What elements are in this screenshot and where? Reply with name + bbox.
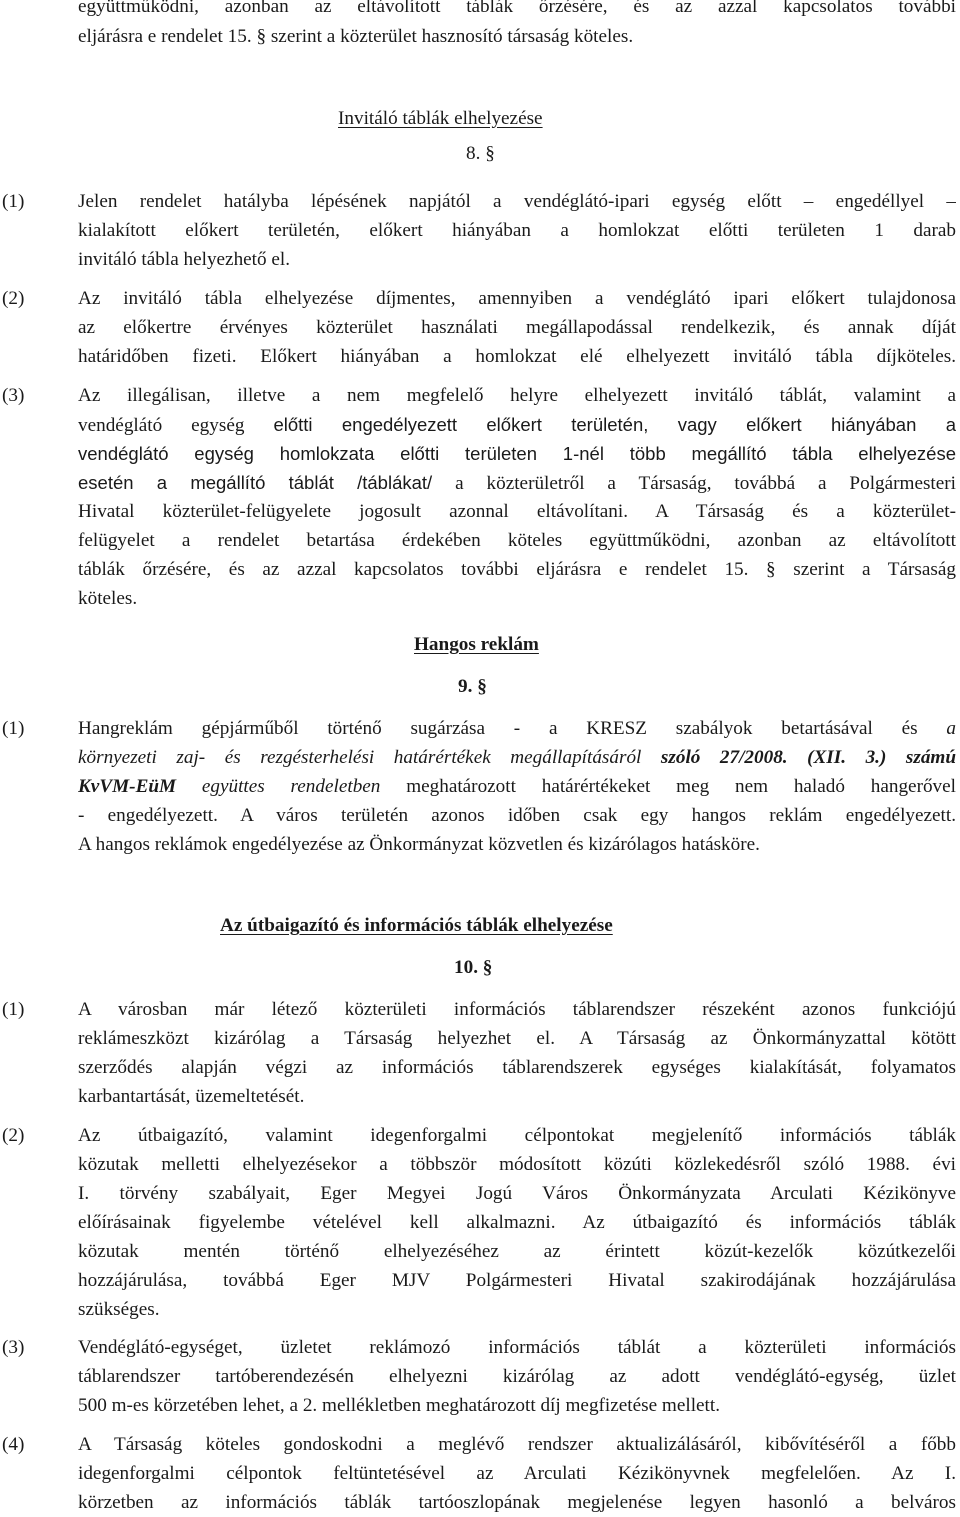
paragraph-number: (4) [2,1434,25,1455]
paragraph-number: (1) [2,718,25,739]
text-line: köteles. [78,588,138,609]
text-line: körzetben az információs táblák tartóoszlopának megjelenése legyen hasonló a belváros [78,1492,956,1513]
text-line: együttműködni, azonban az eltávolított táblák őrzésére, és az azzal kapcsolatos további [78,0,956,17]
text-line: reklámeszközt kizárólag a Társaság helyezhet el. A Társaság az Önkormányzattal kötött [78,1028,956,1049]
text-line: A Társaság köteles gondoskodni a meglévő rendszer aktualizálásáról, kibővítéséről a főbb [78,1434,956,1455]
section-number: 10. § [454,957,493,978]
text-line: esetén a megállító táblát /táblákat/ a közterületről a Társaság, továbbá a Polgármesteri [78,472,956,494]
text-line: vendéglátó egység homlokzata előtti területen 1-nél több megállító tábla elhelyezése [78,443,956,464]
text-line: Az invitáló tábla elhelyezése díjmentes, amennyiben a vendéglátó ipari előkert tulajdonosa [78,288,956,309]
text-line: Jelen rendelet hatályba lépésének napjától a vendéglátó-ipari egység előtt – engedéllyel – [78,191,956,212]
text-line: karbantartását, üzemeltetését. [78,1086,305,1107]
text-line: közutak mentén történő elhelyezéséhez az érintett közút-kezelők közútkezelői [78,1241,956,1262]
section-number: 9. § [458,676,487,697]
text-line: Vendéglátó-egységet, üzletet reklámozó információs táblát a közterületi információs [78,1337,956,1358]
paragraph-number: (1) [2,191,25,212]
text-line: táblák őrzésére, és az azzal kapcsolatos további eljárásra e rendelet 15. § szerint a Társaság [78,559,956,580]
text-line: előírásainak figyelembe vételével kell alkalmazni. Az útbaigazító és információs táblák [78,1212,956,1233]
paragraph-number: (3) [2,1337,25,1358]
text-line: Az útbaigazító, valamint idegenforgalmi célpontokat megjelenítő információs táblák [78,1125,956,1146]
text-line: az előkertre érvényes közterület használati megállapodással rendelkezik, és annak díját [78,317,956,338]
text-line: 500 m-es körzetében lehet, a 2. mellékletben meghatározott díj megfizetése mellett. [78,1395,720,1416]
text-line: I. törvény szabályait, Eger Megyei Jogú Város Önkormányzata Arculati Kézikönyve [78,1183,956,1204]
text-line: környezeti zaj- és rezgésterhelési határértékek megállapításáról szóló 27/2008. (XII. 3.) számú [78,747,956,768]
section-heading: Invitáló táblák elhelyezése [338,108,543,129]
text-line: kialakított előkert területén, előkert hiányában a homlokzat előtti területen 1 darab [78,220,956,241]
paragraph-number: (1) [2,999,25,1020]
text-line: - engedélyezett. A város területén azonos időben csak egy hangos reklám engedélyezett. [78,805,956,826]
section-heading: Az útbaigazító és információs táblák elhelyezése [220,915,613,936]
section-number: 8. § [466,143,495,164]
section-heading: Hangos reklám [414,634,539,655]
paragraph-number: (3) [2,385,25,406]
text-line: KvVM-EüM együttes rendeletben meghatározott határértékeket meg nem haladó hangerővel [78,776,956,797]
paragraph-number: (2) [2,288,25,309]
text-line: Hivatal közterület-felügyelete jogosult azonnal eltávolítani. A Társaság és a közterület- [78,501,956,522]
text-line: A hangos reklámok engedélyezése az Önkormányzat közvetlen és kizárólagos hatásköre. [78,834,760,855]
text-line: vendéglátó egység előtti engedélyezett előkert területén, vagy előkert hiányában a [78,414,956,436]
text-line: A városban már létező közterületi információs táblarendszer részeként azonos funkciójú [78,999,956,1020]
text-line: Az illegálisan, illetve a nem megfelelő helyre elhelyezett invitáló táblát, valamint a [78,385,956,406]
text-line: táblarendszer tartóberendezésén elhelyezni kizárólag az adott vendéglátó-egység, üzlet [78,1366,956,1387]
text-line: eljárásra e rendelet 15. § szerint a közterület hasznosító társaság köteles. [78,26,634,47]
text-line: felügyelet a rendelet betartása érdekében köteles együttműködni, azonban az eltávolított [78,530,956,551]
text-line: szerződés alapján végzi az információs táblarendszerek egységes kialakítását, folyamatos [78,1057,956,1078]
paragraph-number: (2) [2,1125,25,1146]
text-line: hozzájárulása, továbbá Eger MJV Polgármesteri Hivatal szakirodájának hozzájárulása [78,1270,956,1291]
text-line: Hangreklám gépjárműből történő sugárzása - a KRESZ szabályok betartásával és a [78,718,956,739]
text-line: idegenforgalmi célpontok feltüntetésével az Arculati Kézikönyvnek megfelelően. Az I. [78,1463,956,1484]
text-line: szükséges. [78,1299,160,1320]
text-line: invitáló tábla helyezhető el. [78,249,291,270]
text-line: közutak melletti elhelyezésekor a többször módosított közúti közlekedésről szóló 1988. évi [78,1154,956,1175]
text-line: határidőben fizeti. Előkert hiányában a homlokzat elé elhelyezett invitáló tábla díjköteles. [78,346,956,367]
